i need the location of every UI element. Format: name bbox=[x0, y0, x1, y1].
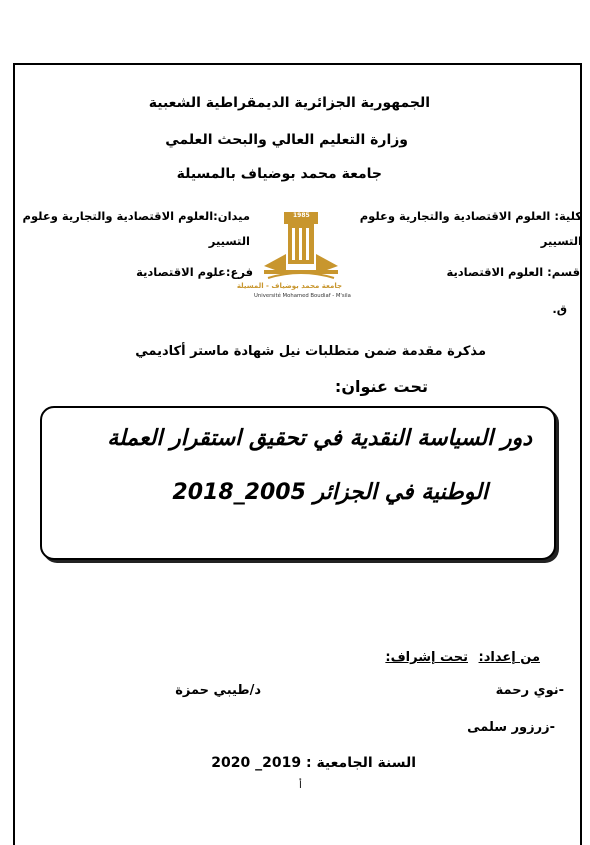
faculty-label-cont: التسيير bbox=[540, 234, 582, 248]
student-2-name: -زرزور سلمى bbox=[467, 720, 555, 735]
supervision-label: تحت إشراف: bbox=[385, 650, 468, 665]
under-title-label: تحت عنوان: bbox=[334, 377, 428, 396]
academic-year: السنة الجامعية : 2019_ 2020 bbox=[211, 755, 416, 771]
faculty-label: كلية: العلوم الاقتصادية والتجارية وعلوم bbox=[359, 209, 582, 223]
logo-year: 1985 bbox=[293, 212, 310, 219]
supervisor-name: د/طيبي حمزة bbox=[175, 683, 261, 698]
prepared-by-label: من إعداد: bbox=[478, 650, 540, 665]
university-heading: جامعة محمد بوضياف بالمسيلة bbox=[176, 166, 382, 182]
logo-name-fr: Université Mohamed Boudiaf - M'sila bbox=[254, 293, 351, 299]
department-label: قسم: العلوم الاقتصادية bbox=[446, 265, 580, 279]
page-number: أ bbox=[299, 780, 302, 791]
thesis-title-line1: دور السياسة النقدية في تحقيق استقرار العملة bbox=[107, 426, 532, 451]
title-box bbox=[40, 406, 556, 560]
republic-heading: الجمهورية الجزائرية الديمقراطية الشعبية bbox=[148, 95, 430, 111]
student-1-name: -نوي رحمة bbox=[495, 683, 564, 698]
ministry-heading: وزارة التعليم العالي والبحث العلمي bbox=[165, 132, 408, 148]
logo-name-ar: جامعة محمد بوضياف - المسيلة bbox=[236, 282, 342, 290]
field-label-cont: التسيير bbox=[208, 234, 250, 248]
partial-text: ق. bbox=[552, 302, 567, 316]
branch-label: فرع:علوم الاقتصادية bbox=[136, 265, 253, 279]
university-logo bbox=[236, 208, 351, 304]
thesis-note: مذكرة مقدمة ضمن متطلبات نيل شهادة ماستر أكاديمي bbox=[135, 344, 486, 359]
field-label: ميدان:العلوم الاقتصادية والتجارية وعلوم bbox=[22, 209, 250, 223]
thesis-title-line2: الوطنية في الجزائر 2005_2018 bbox=[172, 480, 488, 505]
